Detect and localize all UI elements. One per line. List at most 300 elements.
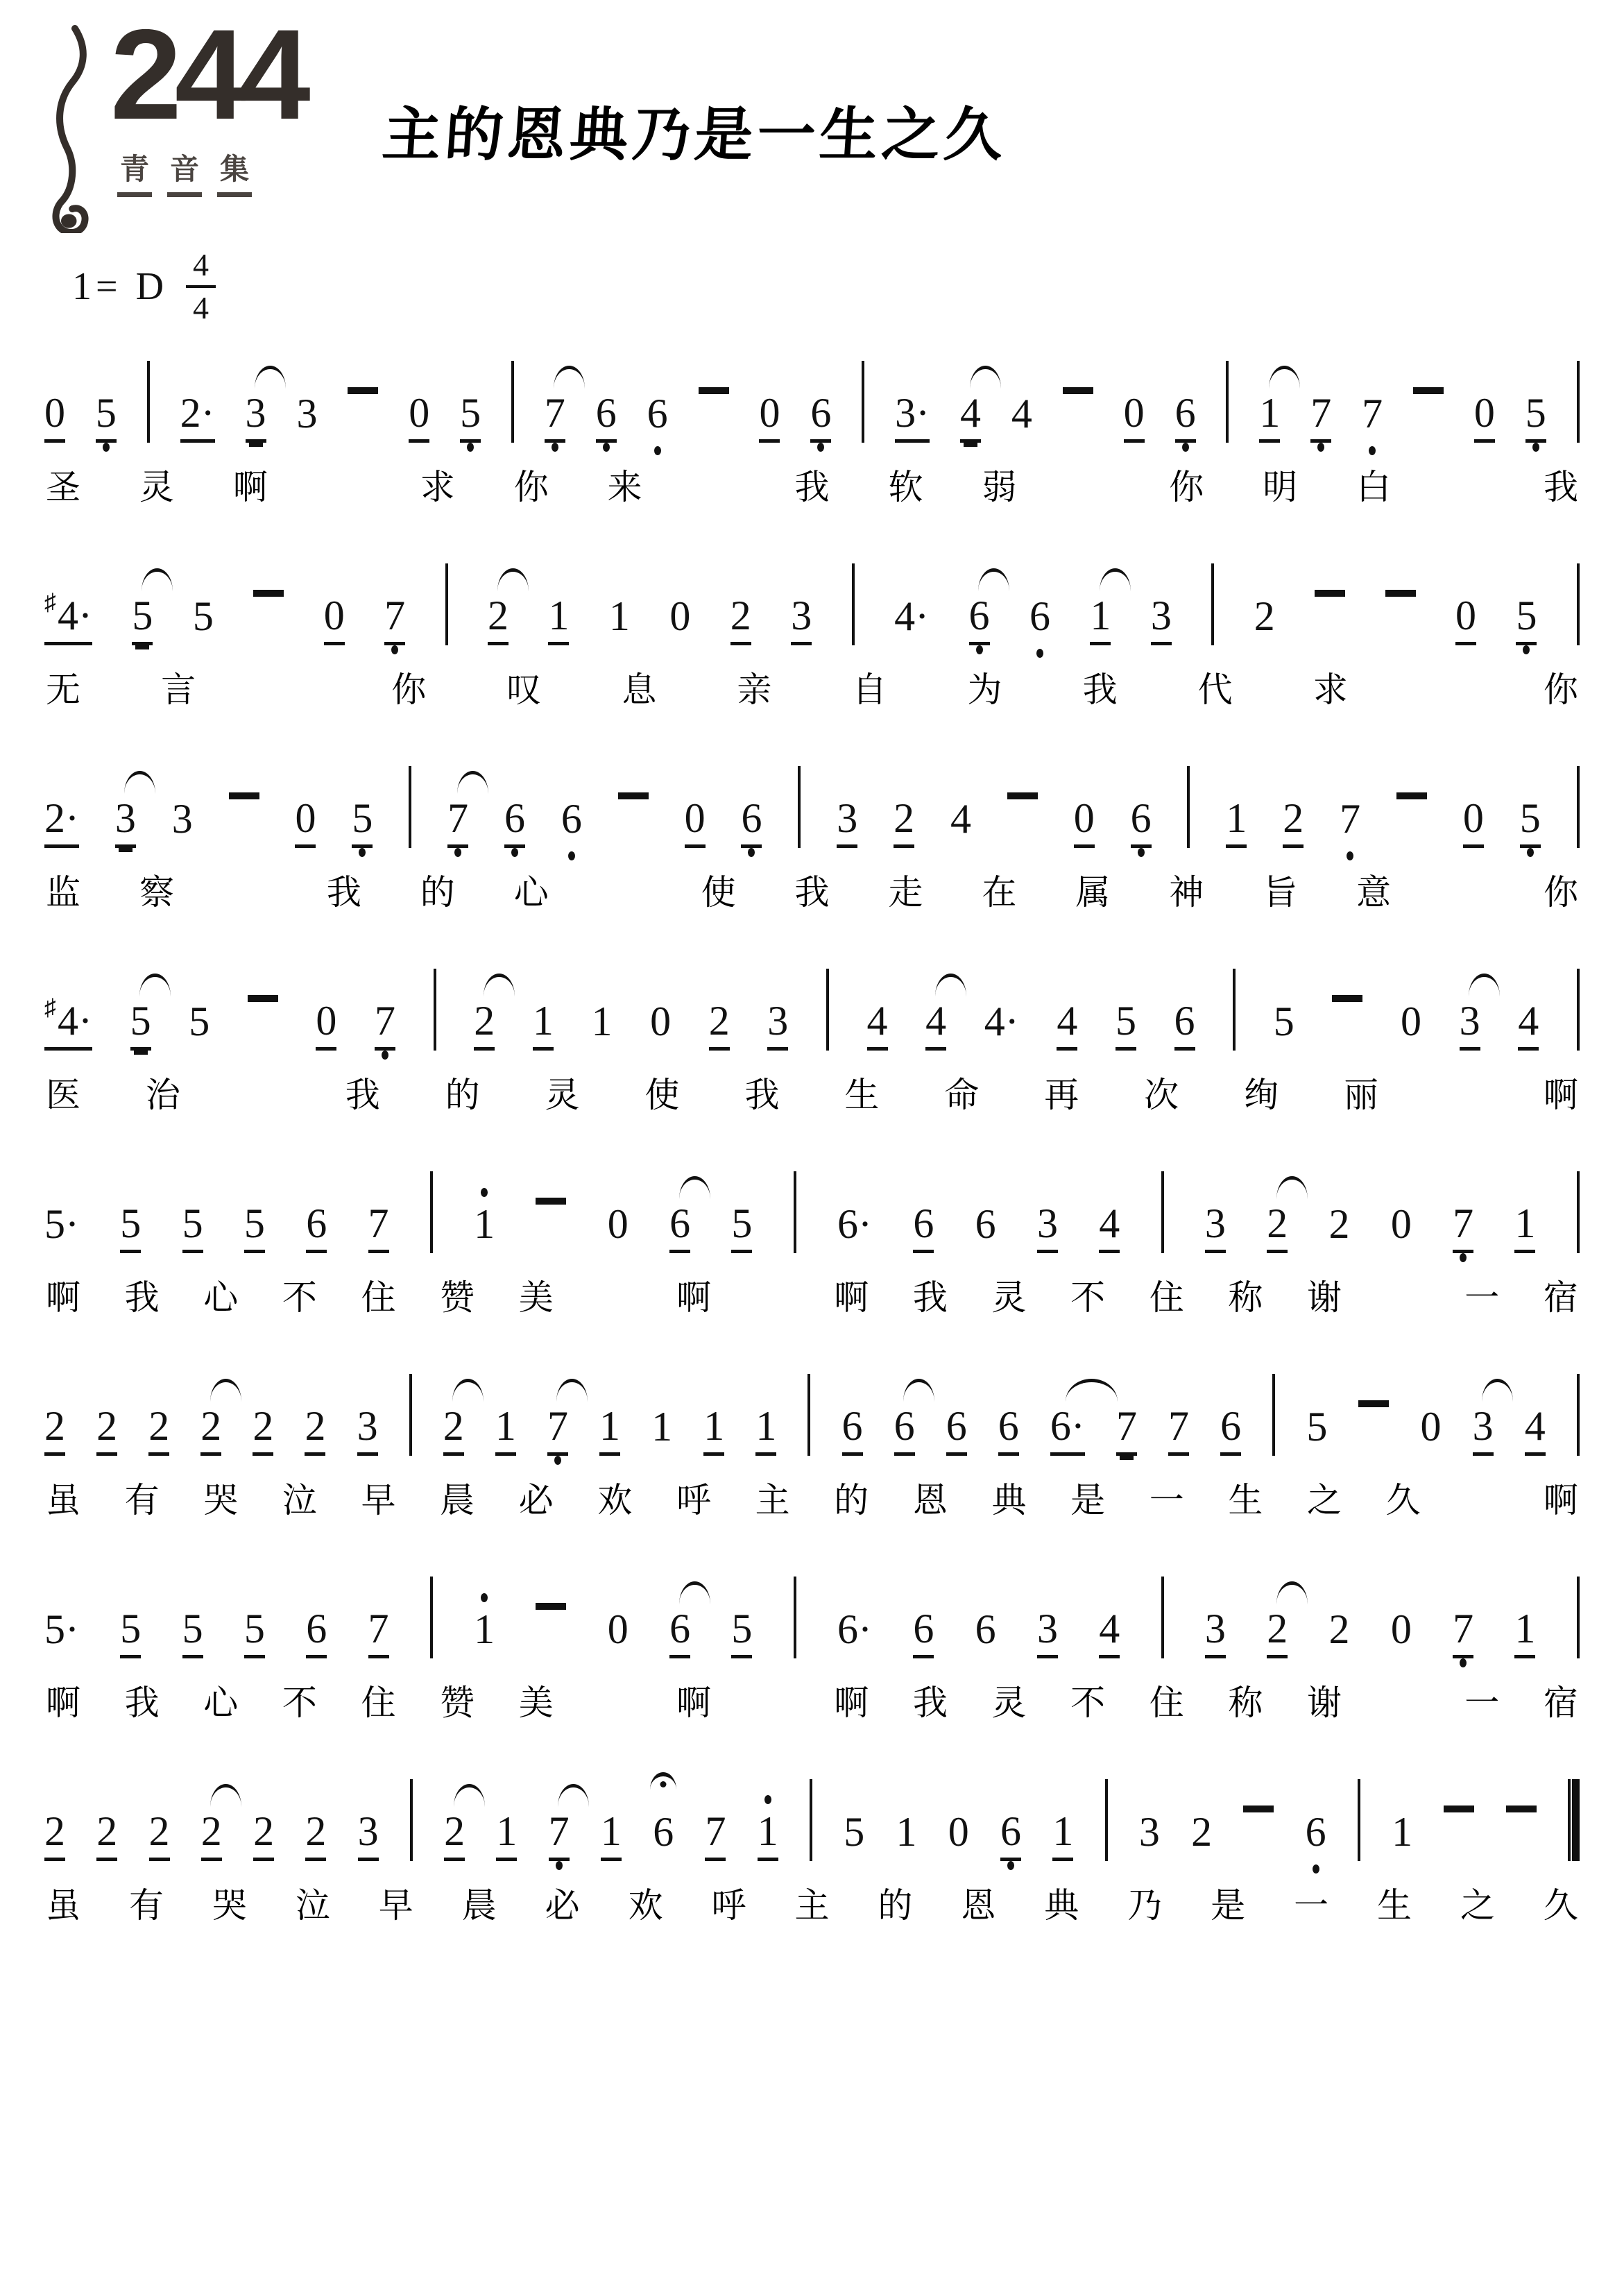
lyric-syllable: 赞	[440, 1278, 475, 1317]
lyric-syllable: 有	[124, 1481, 160, 1520]
note-token: 3	[358, 1810, 379, 1861]
note-token: 6	[913, 1203, 934, 1253]
note-token: 1	[703, 1405, 724, 1456]
note-token: 3	[296, 391, 318, 436]
barline	[798, 766, 801, 848]
note-token: 2	[488, 595, 508, 645]
note-token: 4	[867, 1000, 888, 1051]
note-token: 1	[1392, 1809, 1413, 1855]
barline	[1577, 969, 1580, 1051]
note-token: 1	[474, 1608, 495, 1658]
note-token: 3	[357, 1405, 378, 1456]
lyric-syllable: 心	[513, 873, 549, 912]
lyric-syllable: 早	[378, 1886, 413, 1925]
note-token: 5	[460, 392, 481, 443]
note-token: 7	[368, 1608, 389, 1658]
lyric-syllable: 虽	[46, 1481, 80, 1520]
note-token: 5	[731, 1608, 752, 1658]
lyric-syllable: 一	[1464, 1683, 1500, 1722]
note-token: 5	[1516, 595, 1537, 645]
lyric-syllable: 不	[1070, 1278, 1106, 1317]
lyric-syllable: 走	[888, 873, 923, 912]
note-token: 7	[447, 797, 468, 848]
lyric-syllable: 求	[1313, 670, 1348, 709]
note-token: 6	[998, 1405, 1019, 1456]
note-token: 5	[182, 1203, 203, 1253]
barline	[807, 1374, 810, 1456]
barline	[1272, 1374, 1275, 1456]
lyric-syllable: 治	[145, 1076, 180, 1114]
note-token: 2	[44, 1810, 65, 1861]
lyric-syllable: 泣	[295, 1886, 330, 1925]
note-token: 3·	[895, 392, 930, 443]
note-token: 0	[948, 1809, 969, 1855]
note-token: 2	[894, 797, 914, 848]
note-token: 6	[1306, 1811, 1326, 1861]
note-token: 7	[384, 595, 405, 645]
barline	[1577, 766, 1580, 848]
note-token: 5	[192, 593, 214, 639]
note-token: 2	[709, 1000, 730, 1051]
lyric-syllable: 宿	[1543, 1683, 1578, 1722]
lyric-syllable: 不	[282, 1683, 317, 1722]
notes-line	[44, 1163, 1580, 1253]
notes-line	[44, 1366, 1580, 1456]
note-token: 5	[130, 1000, 151, 1051]
lyric-syllable: 啊	[676, 1683, 711, 1722]
key-signature	[72, 248, 1580, 325]
lyric-syllable: 心	[203, 1683, 239, 1722]
barline	[1577, 1171, 1580, 1253]
note-token: 2	[253, 1810, 274, 1861]
lyric-syllable: 晨	[440, 1481, 475, 1520]
note-token: 5	[731, 1203, 752, 1253]
lyric-syllable: 啊	[46, 1278, 80, 1317]
note-token: 6	[653, 1811, 674, 1861]
note-token: 1	[608, 593, 630, 639]
lyric-syllable: 啊	[232, 468, 268, 507]
lyric-syllable: 你	[1544, 873, 1578, 912]
note-token: 4	[1011, 391, 1032, 436]
barline	[852, 563, 855, 645]
note-token: 6	[1131, 797, 1152, 848]
lyric-syllable: 之	[1307, 1481, 1342, 1520]
note-token: 5·	[44, 1201, 79, 1247]
note-token: 0	[409, 392, 429, 443]
barline	[410, 1779, 413, 1861]
lyric-syllable: 明	[1263, 468, 1298, 507]
barline	[1226, 361, 1229, 443]
note-token: 5	[182, 1608, 203, 1658]
lyric-syllable: 一	[1149, 1481, 1184, 1520]
dash-note	[229, 792, 259, 799]
note-token: 7	[1168, 1405, 1189, 1456]
lyric-syllable: 次	[1144, 1076, 1179, 1114]
lyric-syllable: 息	[622, 670, 657, 709]
note-token: 7	[545, 392, 565, 443]
note-token: 1	[1090, 595, 1111, 645]
note-token: 7	[549, 1810, 570, 1861]
note-token: 2	[305, 1810, 326, 1861]
barline	[826, 969, 829, 1051]
lyric-syllable: 久	[1543, 1886, 1578, 1925]
lyric-syllable: 住	[361, 1683, 396, 1722]
note-token: 3	[1138, 1809, 1160, 1855]
note-token: 2	[1328, 1201, 1350, 1247]
lyric-syllable: 生	[1228, 1481, 1263, 1520]
note-token: 0	[1455, 595, 1476, 645]
note-token: 1	[651, 1404, 673, 1450]
note-token: 0	[295, 797, 316, 848]
note-token: 2	[201, 1810, 222, 1861]
note-token: 0	[1074, 797, 1095, 848]
dash-note	[1413, 387, 1444, 394]
lyric-syllable: 我	[912, 1683, 948, 1722]
note-token: 6	[810, 392, 831, 443]
note-token: 2	[305, 1405, 325, 1456]
lyric-syllable: 在	[982, 873, 1017, 912]
note-token: 2	[1267, 1203, 1288, 1253]
note-token: 6	[669, 1608, 690, 1658]
dash-note	[1385, 590, 1416, 597]
note-token: 2	[1191, 1809, 1213, 1855]
dash-note	[1506, 1806, 1537, 1812]
note-token: 3	[767, 1000, 788, 1051]
notation-system-5	[44, 1163, 1580, 1320]
note-token: 5	[844, 1809, 865, 1855]
lyric-syllable: 我	[1082, 670, 1118, 709]
lyric-syllable: 灵	[139, 468, 174, 507]
note-token: 2	[443, 1405, 464, 1456]
lyric-syllable: 医	[46, 1076, 80, 1114]
lyric-syllable: 属	[1075, 873, 1111, 912]
lyric-syllable: 使	[644, 1076, 680, 1114]
lyric-syllable: 我	[794, 468, 830, 507]
dash-note	[536, 1198, 566, 1205]
note-token: 0	[324, 595, 345, 645]
barline	[1577, 1577, 1580, 1658]
note-token: 1	[1226, 797, 1247, 848]
lyric-syllable: 我	[124, 1683, 160, 1722]
lyric-syllable: 之	[1460, 1886, 1495, 1925]
note-token: 0	[44, 392, 65, 443]
note-token: 3	[1151, 595, 1172, 645]
song-number: 244	[110, 3, 304, 146]
lyric-syllable: 哭	[212, 1886, 247, 1925]
note-token: 5·	[44, 1606, 79, 1652]
note-token: 2	[444, 1810, 465, 1861]
note-token: 7	[1453, 1203, 1473, 1253]
note-token: 5	[1525, 392, 1546, 443]
note-token: 6	[913, 1608, 934, 1658]
collection-char: 集	[217, 146, 252, 197]
note-token: 6	[504, 797, 525, 848]
lyric-syllable: 亲	[737, 670, 772, 709]
score	[44, 352, 1580, 1928]
dash-note	[1332, 995, 1362, 1002]
note-token: 2	[149, 1810, 170, 1861]
lyrics-line	[44, 1675, 1580, 1725]
lyric-syllable: 命	[944, 1076, 980, 1114]
lyric-syllable: 软	[888, 468, 923, 507]
notation-system-8	[44, 1771, 1580, 1928]
note-token: 6	[647, 393, 668, 443]
lyric-syllable: 乃	[1127, 1886, 1163, 1925]
note-token: 6	[946, 1405, 967, 1456]
barline	[409, 766, 411, 848]
lyric-syllable: 的	[834, 1481, 869, 1520]
note-token: 6·	[1050, 1405, 1085, 1456]
lyric-syllable: 为	[967, 670, 1002, 709]
lyric-syllable: 啊	[1543, 1481, 1578, 1520]
lyric-syllable: 灵	[991, 1278, 1027, 1317]
note-token: 1	[591, 999, 613, 1044]
note-token: 4	[925, 1000, 946, 1051]
note-token: 5	[1116, 1000, 1136, 1051]
note-token: 7	[1453, 1608, 1473, 1658]
note-token: 4	[1525, 1405, 1546, 1456]
lyric-syllable: 必	[545, 1886, 580, 1925]
note-token: 1	[755, 1405, 776, 1456]
notation-system-3	[44, 758, 1580, 915]
note-token: 0	[607, 1606, 629, 1652]
note-token: 0	[316, 1000, 336, 1051]
lyric-syllable: 你	[1169, 468, 1204, 507]
lyric-syllable: 啊	[834, 1683, 869, 1722]
notes-line	[44, 555, 1580, 645]
note-token: 1	[896, 1809, 917, 1855]
note-token: 1	[1514, 1608, 1535, 1658]
barline	[1233, 969, 1236, 1051]
lyrics-line	[44, 865, 1580, 915]
notation-system-4	[44, 960, 1580, 1117]
note-token: 5	[244, 1608, 265, 1658]
lyric-syllable: 晨	[461, 1886, 497, 1925]
lyric-syllable: 察	[139, 873, 174, 912]
note-token: 0	[1463, 797, 1484, 848]
note-token: 0	[1400, 999, 1421, 1044]
lyric-syllable: 谢	[1307, 1683, 1342, 1722]
notation-system-7	[44, 1568, 1580, 1725]
note-token: 0	[759, 392, 780, 443]
barline	[430, 1171, 433, 1253]
lyric-syllable: 我	[744, 1076, 780, 1114]
note-token: 4·	[984, 999, 1019, 1044]
note-token: 7	[368, 1203, 389, 1253]
lyric-syllable: 住	[1149, 1683, 1184, 1722]
lyric-syllable: 住	[1149, 1278, 1184, 1317]
lyrics-line	[44, 662, 1580, 712]
dash-note	[253, 590, 284, 597]
lyrics-line	[44, 1878, 1580, 1928]
note-token: 4	[960, 392, 981, 443]
note-token: 6	[741, 797, 762, 848]
note-token: 2	[96, 1810, 117, 1861]
lyric-syllable: 的	[445, 1076, 480, 1114]
lyric-syllable: 主	[755, 1481, 790, 1520]
lyric-syllable: 啊	[676, 1278, 711, 1317]
note-token: 6	[842, 1405, 863, 1456]
note-token: 5	[352, 797, 373, 848]
lyric-syllable: 绚	[1244, 1076, 1279, 1114]
lyric-syllable: 虽	[46, 1886, 80, 1925]
lyric-syllable: 美	[518, 1683, 554, 1722]
lyric-syllable: 自	[852, 670, 887, 709]
note-token: 5	[1273, 999, 1294, 1044]
note-token: 6	[306, 1608, 327, 1658]
notes-line	[44, 1771, 1580, 1861]
note-token: 3	[837, 797, 857, 848]
lyric-syllable: 典	[991, 1481, 1027, 1520]
lyric-syllable: 再	[1044, 1076, 1079, 1114]
lyric-syllable: 典	[1044, 1886, 1079, 1925]
note-token: 3	[1473, 1405, 1494, 1456]
note-token: 1	[496, 1810, 517, 1861]
dash-note	[699, 387, 729, 394]
lyric-syllable: 必	[518, 1481, 554, 1520]
dash-note	[1444, 1806, 1474, 1812]
note-token: 6	[969, 595, 990, 645]
final-barline	[1568, 1779, 1580, 1861]
note-token: 3	[791, 595, 812, 645]
barline	[1105, 1779, 1108, 1861]
lyric-syllable: 是	[1211, 1886, 1246, 1925]
lyric-syllable: 呼	[676, 1481, 711, 1520]
barline	[147, 361, 150, 443]
notes-line	[44, 352, 1580, 443]
dash-note	[1396, 792, 1427, 799]
barline	[1161, 1171, 1164, 1253]
note-token: ♯4·	[44, 591, 92, 645]
lyric-syllable: 一	[1294, 1886, 1329, 1925]
collection-char: 青	[117, 146, 152, 197]
barline	[1358, 1779, 1360, 1861]
note-token: 4	[1099, 1203, 1120, 1253]
note-token: 2	[96, 1405, 117, 1456]
lyric-syllable: 啊	[46, 1683, 80, 1722]
note-token: 5	[120, 1203, 141, 1253]
lyric-syllable: 宿	[1543, 1278, 1578, 1317]
note-token: 3	[1037, 1203, 1058, 1253]
lyric-syllable: 欢	[628, 1886, 663, 1925]
note-token: 7	[547, 1405, 568, 1456]
lyric-syllable: 是	[1070, 1481, 1106, 1520]
note-token: 3	[1460, 1000, 1480, 1051]
lyric-syllable: 泣	[282, 1481, 317, 1520]
note-token: 2	[1267, 1608, 1288, 1658]
note-token: 3	[1205, 1203, 1226, 1253]
dash-note	[1007, 792, 1038, 799]
lyric-syllable: 神	[1169, 873, 1204, 912]
lyric-syllable: 一	[1464, 1278, 1500, 1317]
fermata-icon	[650, 1772, 676, 1790]
barline	[1577, 361, 1580, 443]
tonality-label: 1= D	[72, 265, 169, 308]
lyric-syllable: 你	[391, 670, 427, 709]
note-token: 0	[1474, 392, 1495, 443]
lyric-syllable: 恩	[912, 1481, 948, 1520]
note-token: 4·	[894, 593, 930, 639]
lyric-syllable: 使	[701, 873, 736, 912]
lyric-syllable: 生	[844, 1076, 880, 1114]
barline	[409, 1374, 412, 1456]
note-token: 4	[1057, 1000, 1077, 1051]
note-token: 0	[650, 999, 672, 1044]
lyric-syllable: 叹	[506, 670, 542, 709]
note-token: 7	[1340, 798, 1360, 848]
lyric-syllable: 称	[1228, 1278, 1263, 1317]
notation-system-1	[44, 352, 1580, 509]
note-token: 3	[246, 392, 266, 443]
lyric-syllable: 住	[361, 1278, 396, 1317]
dash-note	[248, 995, 278, 1002]
lyric-syllable: 我	[124, 1278, 160, 1317]
barline	[1211, 563, 1214, 645]
dash-note	[618, 792, 649, 799]
note-token: 3	[171, 796, 193, 842]
lyrics-line	[44, 1067, 1580, 1117]
lyric-syllable: 欢	[597, 1481, 633, 1520]
note-token: 4	[1518, 1000, 1539, 1051]
note-token: 6	[1220, 1405, 1241, 1456]
note-token: 2·	[44, 797, 79, 848]
lyric-syllable: 不	[1070, 1683, 1106, 1722]
note-token: 0	[1420, 1404, 1442, 1450]
dash-note	[348, 387, 378, 394]
dash-note	[1243, 1806, 1274, 1812]
dash-note	[1315, 590, 1345, 597]
note-token: 1	[1259, 392, 1280, 443]
lyrics-line	[44, 1472, 1580, 1522]
note-token: 7	[1362, 393, 1383, 443]
note-token: 1	[548, 595, 569, 645]
note-token: 1	[599, 1405, 620, 1456]
lyric-syllable: 恩	[961, 1886, 996, 1925]
note-token: 6	[1175, 392, 1196, 443]
sharp-icon: ♯	[44, 590, 56, 615]
note-token: 6	[1029, 595, 1050, 645]
note-token: 2	[474, 1000, 495, 1051]
time-signature-denominator: 4	[193, 290, 210, 325]
treble-clef-icon	[44, 25, 99, 237]
note-token: 4	[950, 796, 971, 842]
note-token: 7	[705, 1810, 726, 1861]
lyric-syllable: 我	[326, 873, 361, 912]
note-token: 4	[1099, 1608, 1120, 1658]
note-token: 2	[44, 1405, 65, 1456]
notation-system-6	[44, 1366, 1580, 1522]
lyric-syllable: 白	[1356, 468, 1392, 507]
note-token: 1	[533, 1000, 554, 1051]
note-token: ♯4·	[44, 996, 92, 1051]
collection-name	[117, 146, 252, 197]
note-token: 0	[1390, 1606, 1412, 1652]
lyric-syllable: 不	[282, 1278, 317, 1317]
lyrics-line	[44, 1270, 1580, 1320]
lyric-syllable: 啊	[1543, 1076, 1578, 1114]
time-signature-numerator: 4	[186, 249, 216, 288]
lyric-syllable: 我	[345, 1076, 380, 1114]
lyric-syllable: 你	[1543, 670, 1578, 709]
time-signature	[186, 249, 216, 324]
note-token: 6	[306, 1203, 327, 1253]
lyric-syllable: 的	[878, 1886, 913, 1925]
lyric-syllable: 你	[513, 468, 549, 507]
note-token: 2	[1254, 593, 1275, 639]
note-token: 6·	[837, 1606, 873, 1652]
note-token: 3	[1037, 1608, 1058, 1658]
barline	[794, 1577, 796, 1658]
